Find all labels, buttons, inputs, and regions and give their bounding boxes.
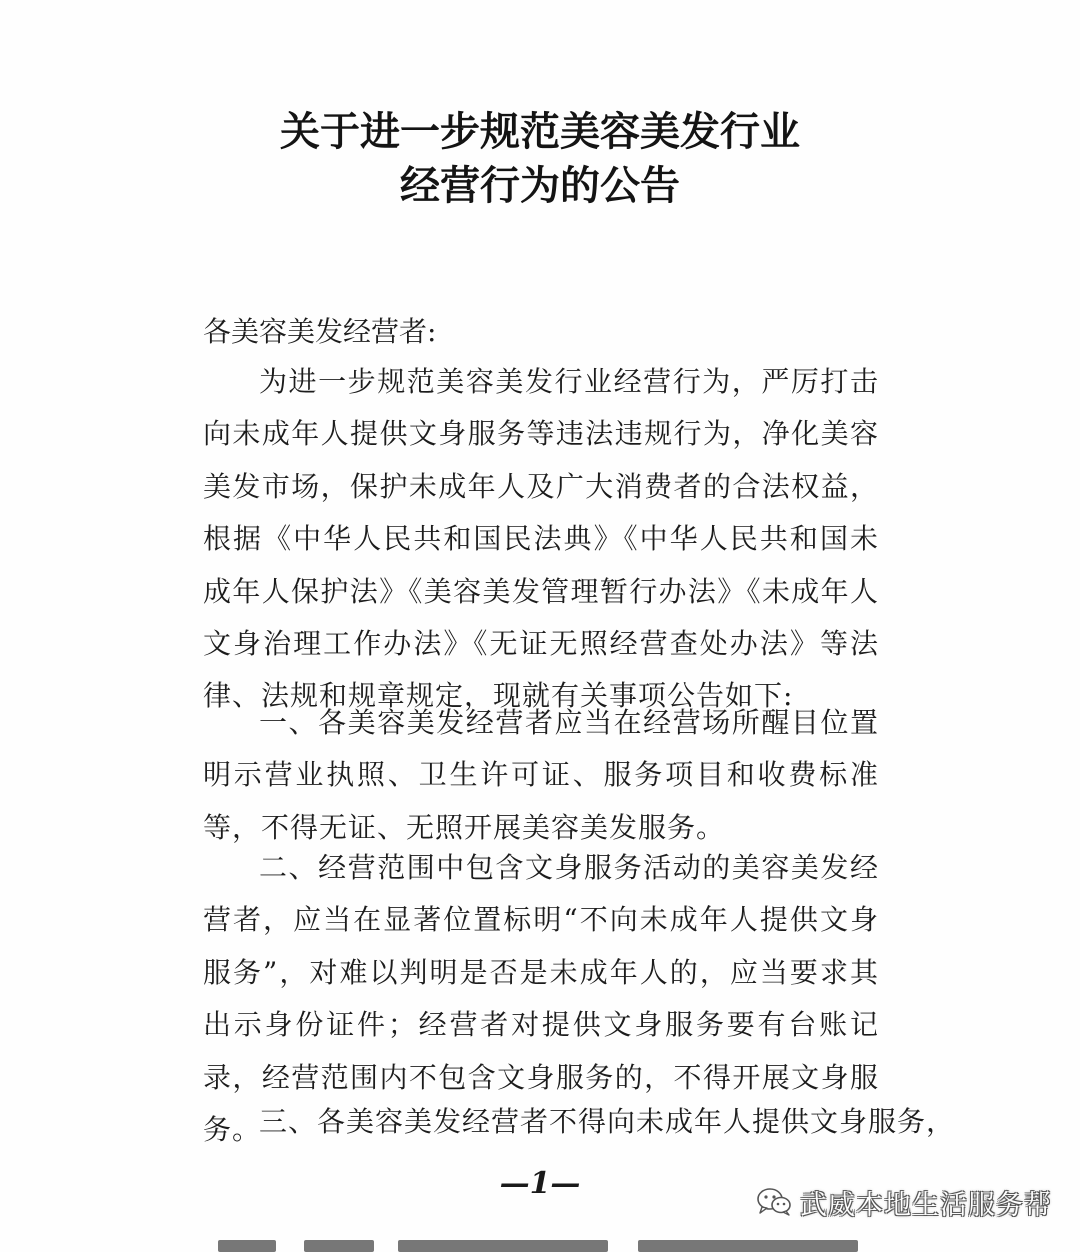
paragraph-item-3: 三、各美容美发经营者不得向未成年人提供文身服务， bbox=[259, 1105, 956, 1138]
paragraph-item-2: 二、经营范围中包含文身服务活动的美容美发经营者，应当在显著位置标明“不向未成年人提供文身服务”，对难以判明是否是未成年人的，应当要求其出示身份证件；经营者对提供文身服务要有台账记录，经营范围内不包含文身服务的，不得开展文身服务。 bbox=[203, 851, 879, 1147]
next-page-cutoff-text bbox=[218, 1234, 868, 1252]
document-title-line-1: 关于进一步规范美容美发行业 bbox=[280, 108, 800, 155]
watermark-text: 武威本地生活服务帮 bbox=[800, 1189, 1052, 1221]
salutation: 各美容美发经营者: bbox=[203, 315, 437, 348]
wechat-icon bbox=[756, 1187, 792, 1217]
paragraph-item-1: 一、各美容美发经营者应当在经营场所醒目位置明示营业执照、卫生许可证、服务项目和收费标准等，不得无证、无照开展美容美发服务。 bbox=[203, 706, 879, 844]
document-title-line-2: 经营行为的公告 bbox=[400, 162, 680, 209]
page-number: —1— bbox=[499, 1166, 581, 1201]
paragraph-intro: 为进一步规范美容美发行业经营行为，严厉打击向未成年人提供文身服务等违法违规行为，净化美容美发市场，保护未成年人及广大消费者的合法权益，根据《中华人民共和国民法典》《中华人民共和国未成年人保护法》《美容美发管理暂行办法》《未成年人文身治理工作办法》《无证无照经营查处办法》等法律、法规和规章规定，现就有关事项公告如下: bbox=[203, 365, 879, 713]
watermark bbox=[756, 1184, 1052, 1220]
